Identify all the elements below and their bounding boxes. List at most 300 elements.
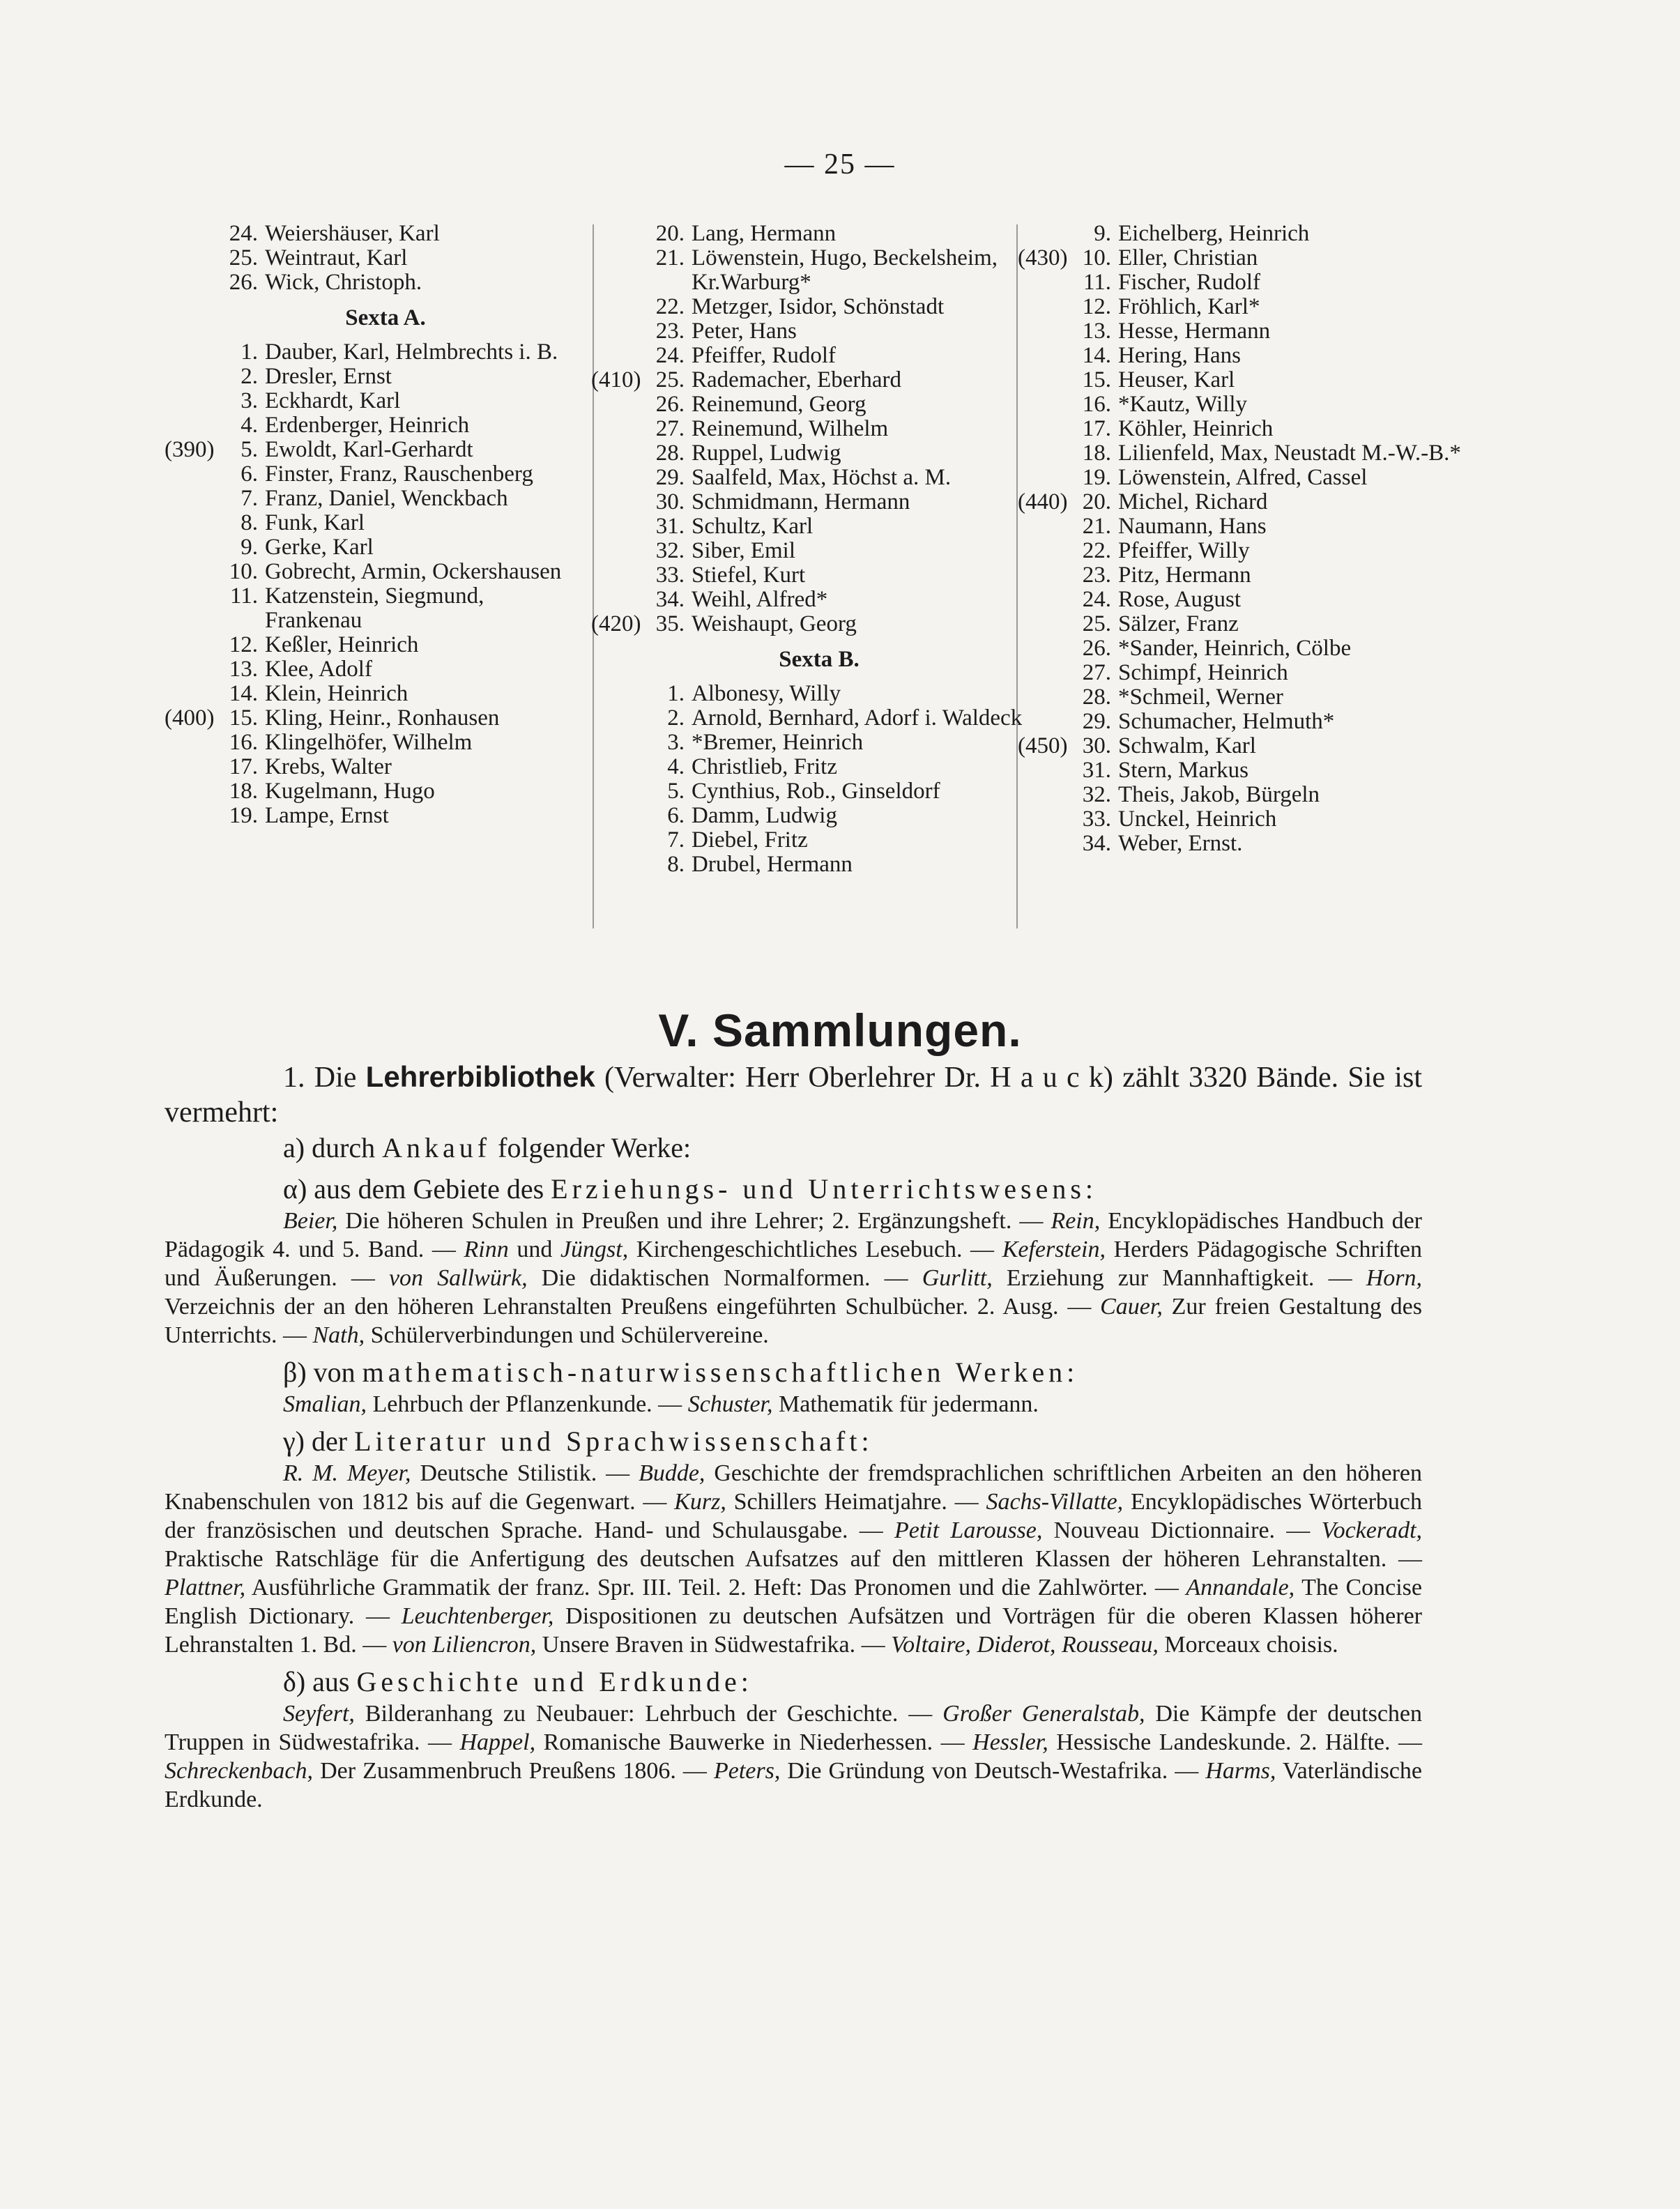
book-categories — [165, 1172, 1422, 1814]
student-entry — [165, 633, 583, 657]
book-title: Lehrbuch der Pflanzenkunde. — — [366, 1391, 688, 1417]
student-name: *Sander, Heinrich, Cölbe — [1118, 636, 1352, 661]
student-entry — [165, 755, 583, 779]
student-name: Heuser, Karl — [1118, 367, 1235, 392]
student-entry — [591, 563, 1023, 588]
student-name: Albonesy, Willy — [692, 681, 841, 706]
category-label: α) aus dem Gebiete des — [283, 1173, 551, 1205]
book-author: R. M. Meyer, — [283, 1460, 411, 1486]
student-name: Ewoldt, Karl-Gerhardt — [265, 437, 473, 462]
book-title: Die Kämpfe der deutschen Truppen in Südwestafrika. — — [165, 1701, 1423, 1755]
book-title: Zur freien Gestaltung des Unterrichts. — — [165, 1294, 1423, 1348]
roll-count — [591, 828, 648, 853]
intro-text: 1. Die — [283, 1062, 366, 1094]
student-entry — [1018, 758, 1492, 783]
book-author: Jüngst, — [560, 1237, 629, 1262]
entry-number: 7. — [667, 827, 685, 853]
entry-number: 5. — [240, 437, 258, 462]
entry-number: 17. — [1082, 416, 1111, 441]
entry-number: 2. — [240, 364, 258, 389]
student-entry — [591, 853, 1023, 877]
student-entry — [591, 392, 1023, 417]
student-name: Krebs, Walter — [265, 754, 392, 779]
student-entry — [165, 779, 583, 804]
roll-count — [1018, 710, 1075, 734]
roll-count — [165, 584, 222, 633]
entry-number: 29. — [1082, 709, 1111, 734]
roll-count — [165, 682, 222, 706]
student-entry — [1018, 392, 1492, 417]
entry-number: 6. — [667, 803, 685, 828]
entry-number: 16. — [1082, 392, 1111, 417]
category-spaced-title: Literatur und Sprachwissenschaft: — [354, 1425, 873, 1457]
student-name: Köhler, Heinrich — [1118, 416, 1274, 441]
roll-count — [1018, 563, 1075, 588]
roll-count: (440) — [1018, 489, 1068, 514]
roll-count — [591, 804, 648, 828]
student-name: Naumann, Hans — [1118, 514, 1267, 539]
roll-count: (450) — [1018, 733, 1068, 758]
student-name: Finster, Franz, Rauschenberg — [265, 461, 533, 487]
entry-number: 24. — [229, 221, 258, 246]
roll-count — [165, 633, 222, 657]
student-entry — [165, 222, 583, 246]
student-name: Theis, Jakob, Bürgeln — [1118, 782, 1320, 807]
book-author: Beier, — [283, 1208, 338, 1234]
roll-count — [591, 319, 648, 344]
roll-count — [165, 270, 222, 295]
student-name: Klee, Adolf — [265, 657, 372, 682]
student-entry — [591, 682, 1023, 706]
student-name: Cynthius, Rob., Ginseldorf — [692, 779, 940, 804]
student-entry — [1018, 270, 1492, 295]
student-name: Schmidmann, Hermann — [692, 489, 910, 514]
student-entry — [165, 413, 583, 438]
category-label: β) von — [283, 1356, 362, 1388]
student-name: Drubel, Hermann — [692, 852, 853, 877]
student-entry — [1018, 539, 1492, 563]
roll-count: (430) — [1018, 245, 1068, 270]
book-title: Deutsche Stilistik. — — [411, 1460, 639, 1486]
book-author: Peters, — [713, 1758, 781, 1784]
student-entry — [1018, 246, 1492, 270]
book-author: Schuster, — [687, 1391, 773, 1417]
entry-number: 21. — [655, 245, 685, 270]
student-entry — [165, 511, 583, 535]
roll-count — [165, 535, 222, 560]
book-author: Budde, — [639, 1460, 705, 1486]
entry-number: 31. — [1082, 758, 1111, 783]
student-entry — [1018, 612, 1492, 636]
book-title: und — [508, 1237, 560, 1262]
book-title: Ausführliche Grammatik der franz. Spr. III. Teil. 2. Heft: Das Pronomen und die Zahlwörter. — — [245, 1575, 1186, 1600]
book-title: Encyklopädisches Handbuch der Pädagogik 4. und 5. Band. — — [165, 1208, 1422, 1262]
roll-count — [591, 344, 648, 368]
roll-count — [165, 246, 222, 270]
roll-count — [1018, 612, 1075, 636]
roll-count — [591, 417, 648, 441]
student-name: Pfeiffer, Rudolf — [692, 343, 837, 368]
student-name: Hering, Hans — [1118, 343, 1241, 368]
student-name: Lampe, Ernst — [265, 803, 389, 828]
roll-count — [591, 490, 648, 514]
student-entry — [165, 682, 583, 706]
roll-count — [1018, 222, 1075, 246]
student-entry — [1018, 490, 1492, 514]
student-name: Löwenstein, Alfred, Cassel — [1118, 465, 1368, 490]
student-entry — [591, 246, 1023, 295]
roll-count: (420) — [591, 611, 641, 636]
student-entry — [1018, 344, 1492, 368]
student-entry — [165, 487, 583, 511]
student-entry — [591, 779, 1023, 804]
roll-count — [165, 462, 222, 487]
book-title: Nouveau Dictionnaire. — — [1042, 1518, 1322, 1543]
entry-number: 19. — [229, 803, 258, 828]
entry-number: 27. — [1082, 660, 1111, 685]
book-title: Encyklopädisches Wörterbuch der französischen und deutschen Sprache. Hand- und Schulausgabe. — — [165, 1489, 1422, 1543]
subsection-a — [165, 1130, 1422, 1166]
student-name: Fischer, Rudolf — [1118, 270, 1260, 295]
class-heading: Sexta B. — [779, 647, 860, 672]
student-entry — [1018, 588, 1492, 612]
book-author: Plattner, — [165, 1575, 246, 1600]
book-title: Mathematik für jedermann. — [772, 1391, 1039, 1417]
book-author: Rinn — [464, 1237, 509, 1262]
book-title: Herders Pädagogische Schriften und Äußerungen. — — [165, 1237, 1422, 1291]
roll-count — [1018, 295, 1075, 319]
student-name: Eller, Christian — [1118, 245, 1258, 270]
roll-count: (400) — [165, 705, 215, 731]
entry-number: 5. — [667, 779, 685, 804]
roll-count — [165, 779, 222, 804]
student-name: Rademacher, Eberhard — [692, 367, 902, 392]
student-list-column-3 — [1018, 222, 1492, 856]
roll-count — [1018, 466, 1075, 490]
student-entry — [591, 466, 1023, 490]
student-name: Klein, Heinrich — [265, 681, 408, 706]
student-entry — [591, 828, 1023, 853]
student-name: Sälzer, Franz — [1118, 611, 1239, 636]
student-name: Reinemund, Wilhelm — [692, 416, 889, 441]
entry-number: 9. — [240, 535, 258, 560]
student-entry — [165, 340, 583, 365]
student-name: Pitz, Hermann — [1118, 563, 1251, 588]
book-author: Cauer, — [1100, 1294, 1163, 1320]
entry-number: 26. — [229, 270, 258, 295]
roll-count: (390) — [165, 437, 215, 462]
section-title: V. Sammlungen. — [658, 1004, 1022, 1056]
roll-count — [591, 853, 648, 877]
entry-number: 3. — [240, 388, 258, 413]
book-author: Sachs-Villatte, — [986, 1489, 1124, 1515]
roll-count — [1018, 636, 1075, 661]
book-title: Schillers Heimatjahre. — — [726, 1489, 986, 1515]
roll-count — [1018, 319, 1075, 344]
student-name: Erdenberger, Heinrich — [265, 413, 470, 438]
student-entry — [591, 612, 1023, 636]
book-author: Schreckenbach, — [165, 1758, 314, 1784]
book-title: Erziehung zur Mannhaftigkeit. — — [992, 1265, 1366, 1291]
student-name: Schimpf, Heinrich — [1118, 660, 1288, 685]
student-name: Wick, Christoph. — [265, 270, 422, 295]
student-name: Hesse, Hermann — [1118, 319, 1271, 344]
student-entry — [1018, 563, 1492, 588]
student-entry — [1018, 710, 1492, 734]
book-author: Hessler, — [972, 1729, 1048, 1755]
student-entry — [591, 588, 1023, 612]
book-title: Der Zusammenbruch Preußens 1806. — — [313, 1758, 714, 1784]
student-name: Fröhlich, Karl* — [1118, 294, 1260, 319]
student-entry — [1018, 466, 1492, 490]
book-title: Unsere Braven in Südwestafrika. — — [536, 1632, 892, 1658]
category-spaced-title: Erziehungs- und Unterrichtswesens: — [551, 1173, 1098, 1205]
roll-count — [165, 389, 222, 413]
entry-number: 11. — [229, 583, 258, 609]
entry-number: 10. — [229, 559, 258, 584]
entry-number: 25. — [229, 245, 258, 270]
entry-number: 2. — [667, 705, 685, 731]
intro-bold-term: Lehrerbibliothek — [365, 1060, 595, 1093]
book-author: Happel, — [459, 1729, 536, 1755]
roll-count — [1018, 270, 1075, 295]
student-entry — [591, 295, 1023, 319]
student-entry — [591, 755, 1023, 779]
intro-text: (Verwalter: Herr Oberlehrer Dr. H a u c k) zählt 3320 Bände. Sie ist vermehrt: — [165, 1062, 1422, 1129]
book-title: Hessische Landeskunde. 2. Hälfte. — — [1048, 1729, 1422, 1755]
roll-count — [591, 466, 648, 490]
entry-number: 18. — [229, 779, 258, 804]
entry-number: 34. — [655, 587, 685, 612]
student-entry — [591, 514, 1023, 539]
roll-count — [591, 222, 648, 246]
student-entry — [165, 246, 583, 270]
student-name: Metzger, Isidor, Schönstadt — [692, 294, 945, 319]
entry-number: 19. — [1082, 465, 1111, 490]
subsection-text: folgender Werke: — [491, 1132, 692, 1163]
student-entry — [165, 706, 583, 731]
roll-count — [1018, 588, 1075, 612]
entry-number: 12. — [229, 632, 258, 657]
student-name: Schultz, Karl — [692, 514, 814, 539]
entry-number: 22. — [1082, 538, 1111, 563]
class-heading: Sexta A. — [345, 305, 426, 330]
student-entry — [165, 657, 583, 682]
roll-count — [165, 731, 222, 755]
roll-count — [591, 682, 648, 706]
entry-number: 3. — [667, 730, 685, 755]
student-name: Franz, Daniel, Wenckbach — [265, 486, 508, 511]
book-list — [165, 1699, 1422, 1814]
entry-number: 25. — [1082, 611, 1111, 636]
book-title: Romanische Bauwerke in Niederhessen. — — [535, 1729, 973, 1755]
entry-number: 12. — [1082, 294, 1111, 319]
category-spaced-title: Geschichte und Erdkunde: — [356, 1666, 753, 1697]
roll-count — [591, 755, 648, 779]
roll-count — [1018, 417, 1075, 441]
student-entry — [165, 270, 583, 295]
student-entry — [1018, 514, 1492, 539]
entry-number: 14. — [1082, 343, 1111, 368]
roll-count — [1018, 539, 1075, 563]
entry-number: 33. — [1082, 807, 1111, 832]
book-title: Kirchengeschichtliches Lesebuch. — — [628, 1237, 1002, 1262]
student-name: Peter, Hans — [692, 319, 797, 344]
student-entry — [1018, 636, 1492, 661]
roll-count — [165, 560, 222, 584]
category-heading — [165, 1424, 1422, 1459]
roll-count — [165, 511, 222, 535]
entry-number: 9. — [1094, 221, 1111, 246]
roll-count — [591, 779, 648, 804]
student-name: Pfeiffer, Willy — [1118, 538, 1250, 563]
book-author: Nath, — [312, 1322, 365, 1348]
student-name: Eckhardt, Karl — [265, 388, 401, 413]
entry-number: 27. — [655, 416, 685, 441]
entry-number: 20. — [1082, 489, 1111, 514]
entry-number: 26. — [1082, 636, 1111, 661]
student-name: Schumacher, Helmuth* — [1118, 709, 1335, 734]
student-entry — [591, 222, 1023, 246]
entry-number: 30. — [655, 489, 685, 514]
entry-number: 17. — [229, 754, 258, 779]
entry-number: 35. — [655, 611, 685, 636]
book-title: Schülerverbindungen und Schülervereine. — [365, 1322, 769, 1348]
student-name: Weiershäuser, Karl — [265, 221, 440, 246]
entry-number: 22. — [655, 294, 685, 319]
student-entry — [1018, 295, 1492, 319]
roll-count — [1018, 783, 1075, 807]
entry-number: 7. — [240, 486, 258, 511]
student-name: Klingelhöfer, Wilhelm — [265, 730, 473, 755]
student-entry — [1018, 441, 1492, 466]
roll-count — [591, 514, 648, 539]
book-title: The Concise English Dictionary. — — [165, 1575, 1422, 1629]
book-list — [165, 1459, 1422, 1659]
student-entry — [591, 731, 1023, 755]
book-title: Die Gründung von Deutsch-Westafrika. — — [780, 1758, 1206, 1784]
roll-count — [1018, 758, 1075, 783]
roll-count — [591, 246, 648, 295]
book-author: Rein, — [1051, 1208, 1101, 1234]
page-number: — 25 — — [784, 148, 896, 181]
book-title: Die höheren Schulen in Preußen und ihre Lehrer; 2. Ergänzungsheft. — — [337, 1208, 1051, 1234]
student-name: Stiefel, Kurt — [692, 563, 806, 588]
student-name: Saalfeld, Max, Höchst a. M. — [692, 465, 952, 490]
entry-number: 25. — [655, 367, 685, 392]
student-name: Rose, August — [1118, 587, 1242, 612]
subsection-text: a) durch — [283, 1132, 383, 1163]
student-name: Keßler, Heinrich — [265, 632, 419, 657]
entry-number: 13. — [1082, 319, 1111, 344]
book-author: Großer Generalstab, — [942, 1701, 1145, 1727]
entry-number: 4. — [667, 754, 685, 779]
book-title: Verzeichnis der an den höheren Lehranstalten Preußens eingeführten Schulbücher. 2. Ausg. — — [165, 1294, 1101, 1320]
student-name: Weishaupt, Georg — [692, 611, 857, 636]
student-name: Christlieb, Fritz — [692, 754, 837, 779]
entry-number: 10. — [1082, 245, 1111, 270]
roll-count — [591, 563, 648, 588]
book-author: Keferstein, — [1002, 1237, 1106, 1262]
roll-count — [591, 441, 648, 466]
category-label: γ) der — [283, 1425, 355, 1457]
entry-number: 11. — [1083, 270, 1111, 295]
roll-count — [165, 804, 222, 828]
student-name: *Kautz, Willy — [1118, 392, 1248, 417]
book-title: Praktische Ratschläge für die Anfertigung des deutschen Aufsatzes auf den mittleren Klassen der höheren Lehranstalten. — — [165, 1546, 1422, 1572]
entry-number: 23. — [1082, 563, 1111, 588]
roll-count — [591, 392, 648, 417]
entry-number: 28. — [655, 441, 685, 466]
student-entry — [165, 560, 583, 584]
entry-number: 29. — [655, 465, 685, 490]
student-entry — [1018, 417, 1492, 441]
book-title: Vaterländische Erdkunde. — [165, 1758, 1422, 1812]
student-entry — [1018, 734, 1492, 758]
book-title: Die didaktischen Normalformen. — — [527, 1265, 922, 1291]
book-title: Dispositionen zu deutschen Aufsätzen und Vorträgen für die oberen Klassen höherer Lehranstalten 1. Bd. — — [165, 1603, 1422, 1658]
entry-number: 8. — [667, 852, 685, 877]
student-entry — [165, 389, 583, 413]
entry-number: 15. — [1082, 367, 1111, 392]
student-entry — [591, 804, 1023, 828]
entry-number: 32. — [655, 538, 685, 563]
entry-number: 18. — [1082, 441, 1111, 466]
student-name: Michel, Richard — [1118, 489, 1268, 514]
student-name: Kugelmann, Hugo — [265, 779, 435, 804]
student-name: Gerke, Karl — [265, 535, 374, 560]
student-entry — [1018, 832, 1492, 856]
roll-count — [1018, 685, 1075, 710]
student-name: Stern, Markus — [1118, 758, 1248, 783]
entry-number: 20. — [655, 221, 685, 246]
student-entry — [165, 462, 583, 487]
student-list-column-2 — [591, 222, 1023, 877]
category-spaced-title: mathematisch-naturwissenschaftlichen Werken: — [362, 1356, 1079, 1388]
student-entry — [165, 804, 583, 828]
roll-count — [591, 706, 648, 731]
student-entry — [1018, 319, 1492, 344]
student-entry — [591, 539, 1023, 563]
category-heading — [165, 1172, 1422, 1207]
student-name: Ruppel, Ludwig — [692, 441, 841, 466]
student-name: Diebel, Fritz — [692, 827, 808, 853]
student-name: Dauber, Karl, Helmbrechts i. B. — [265, 339, 558, 365]
student-name: Löwenstein, Hugo, Beckelsheim, Kr.Warburg* — [692, 245, 998, 295]
book-author: von Sallwürk, — [388, 1265, 528, 1291]
book-title: Morceaux choisis. — [1158, 1632, 1338, 1658]
book-author: Seyfert, — [283, 1701, 355, 1727]
student-name: *Schmeil, Werner — [1118, 685, 1283, 710]
student-name: Reinemund, Georg — [692, 392, 866, 417]
entry-number: 15. — [229, 705, 258, 731]
student-name: Schwalm, Karl — [1118, 733, 1256, 758]
entry-number: 24. — [655, 343, 685, 368]
entry-number: 31. — [655, 514, 685, 539]
roll-count — [165, 657, 222, 682]
student-name: Gobrecht, Armin, Ockershausen — [265, 559, 562, 584]
book-list — [165, 1390, 1422, 1419]
book-title: Geschichte der fremdsprachlichen schriftlichen Arbeiten an den höheren Knabenschulen von 1812 bis auf die Gegenwart. — — [165, 1460, 1422, 1515]
student-name: Funk, Karl — [265, 510, 365, 535]
roll-count — [1018, 807, 1075, 832]
student-entry — [165, 584, 583, 633]
entry-number: 26. — [655, 392, 685, 417]
roll-count — [591, 588, 648, 612]
student-list-column-1 — [165, 222, 583, 828]
entry-number: 13. — [229, 657, 258, 682]
book-author: Horn, — [1366, 1265, 1422, 1291]
